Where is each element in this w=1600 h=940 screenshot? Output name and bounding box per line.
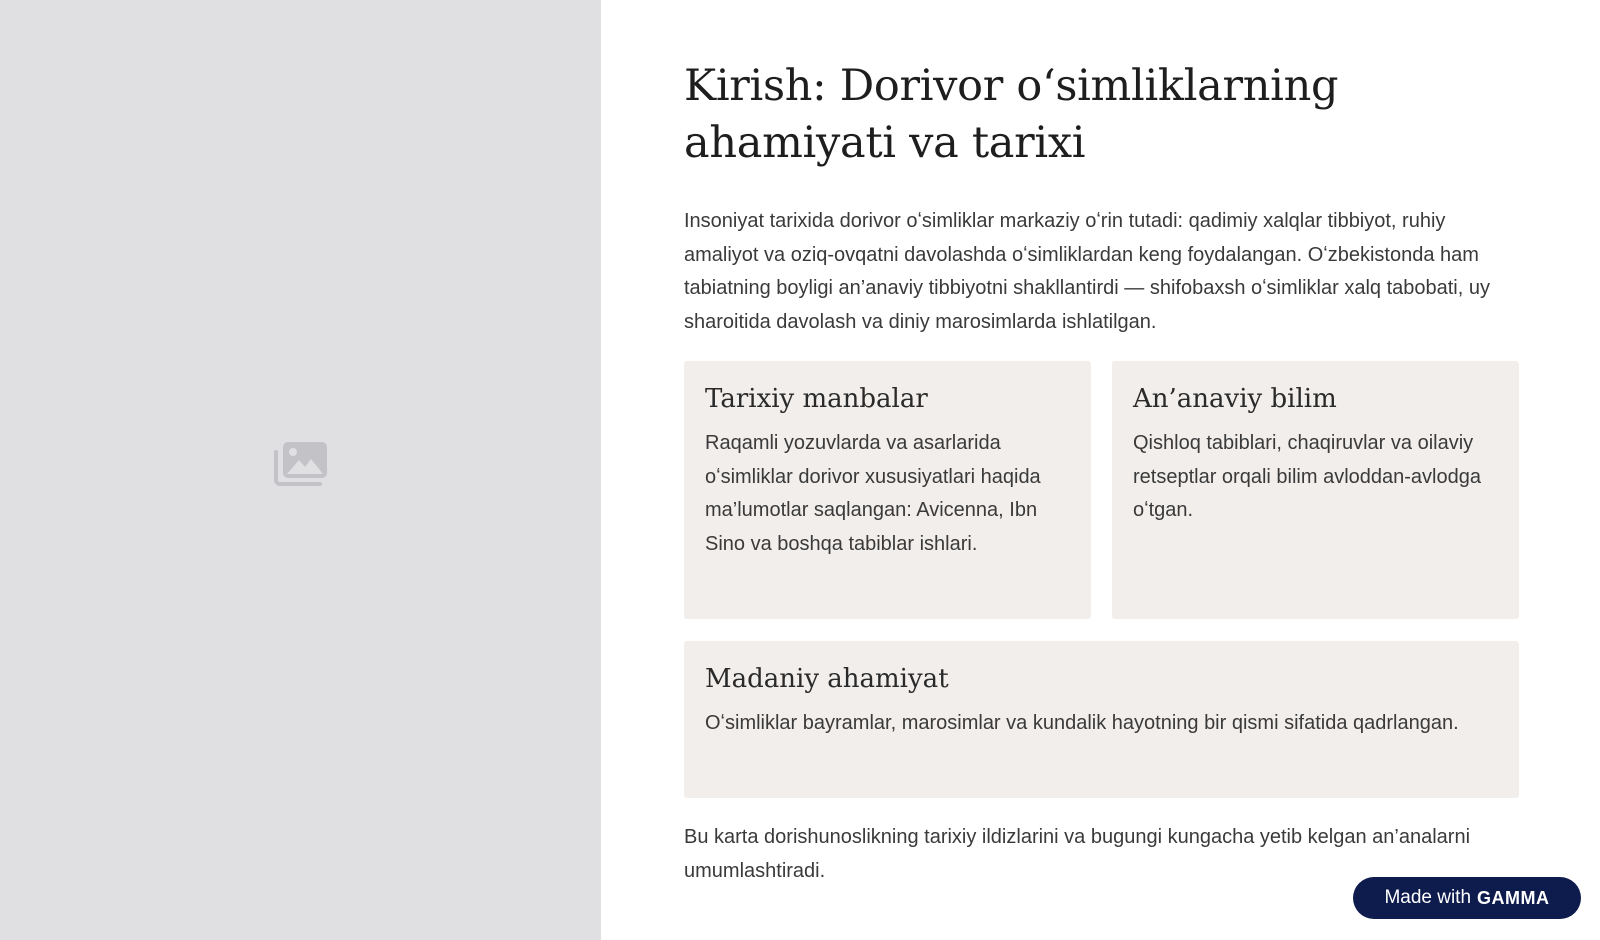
card-title: Tarixiy manbalar	[705, 384, 928, 414]
card-body: Raqamli yozuvlarda va asarlarida oʻsimliklar dorivor xususiyatlari haqida ma’lumotlar saqlangan: Avicenna, Ibn Sino va boshqa tabiblar ishlari.	[705, 432, 1041, 555]
card-body: Qishloq tabiblari, chaqiruvlar va oilaviy retseptlar orqali bilim avloddan-avlodga oʻtgan.	[1133, 432, 1481, 521]
summary-paragraph: Bu karta dorishunoslikning tarixiy ildizlarini va bugungi kungacha yetib kelgan an’analarni umumlashtiradi.	[684, 826, 1471, 882]
gamma-logo: GAMMA	[1477, 887, 1550, 908]
image-placeholder-icon	[272, 440, 330, 488]
slide-content	[684, 58, 1520, 888]
made-with-gamma-badge[interactable]	[1353, 877, 1581, 919]
badge-prefix: Made with	[1384, 887, 1472, 908]
card-body: Oʻsimliklar bayramlar, marosimlar va kundalik hayotning bir qismi sifatida qadrlangan.	[705, 712, 1459, 734]
card-cultural-significance	[684, 641, 1519, 798]
intro-paragraph: Insoniyat tarixida dorivor oʻsimliklar markaziy oʻrin tutadi: qadimiy xalqlar tibbiyot, ruhiy amaliyot va oziq-ovqatni davolashda oʻsimliklardan keng foydalangan. Oʻzbekistonda ham tabiatning boyligi an’anaviy tibbiyotni shakllantirdi — shifobaxsh oʻsimliklar xalq tabobati, uy sharoitida davolash va diniy marosimlarda ishlatilgan.	[684, 210, 1490, 333]
card-historical-sources	[684, 361, 1091, 619]
image-panel	[0, 0, 601, 940]
card-title: An’anaviy bilim	[1133, 384, 1337, 414]
card-traditional-knowledge	[1112, 361, 1519, 619]
slide-title: Kirish: Dorivor oʻsimliklarning ahamiyati va tarixi	[684, 61, 1339, 168]
card-title: Madaniy ahamiyat	[705, 664, 949, 694]
cards-row	[684, 361, 1520, 619]
